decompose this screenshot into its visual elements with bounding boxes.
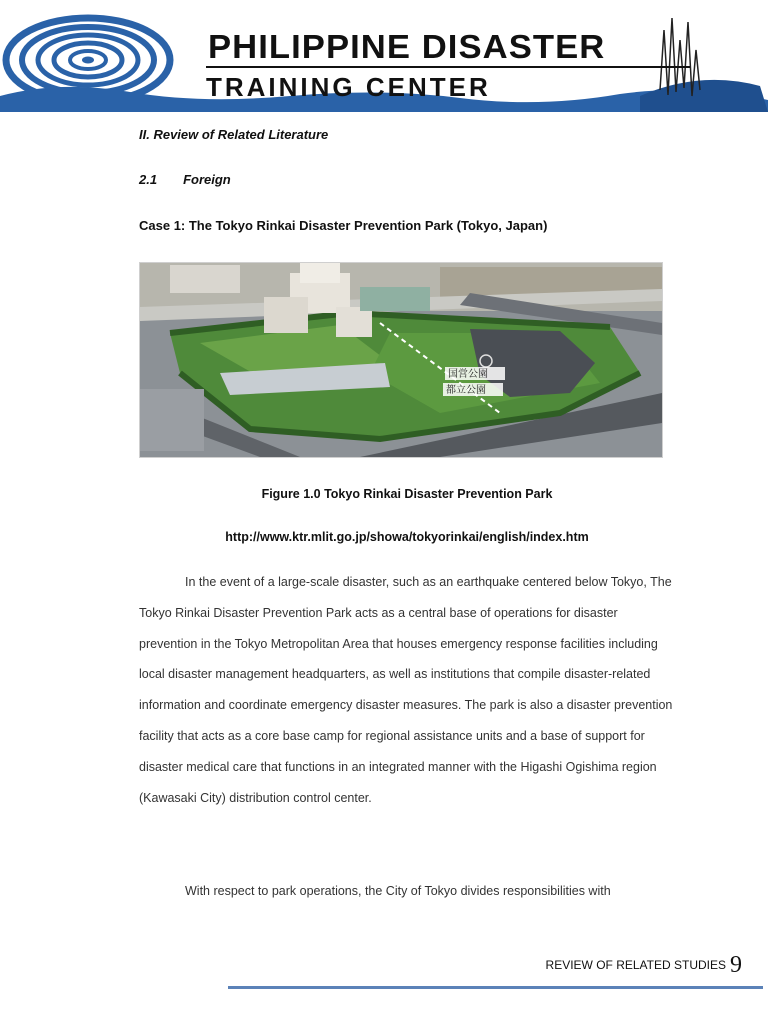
body-paragraph-2 <box>139 876 675 907</box>
banner-title-line2: TRAINING CENTER <box>206 72 491 102</box>
footer-label <box>546 952 742 979</box>
paragraph-2-text: With respect to park operations, the City of Tokyo divides responsibilities with <box>185 884 611 898</box>
banner-title-line1: PHILIPPINE DISASTER <box>208 28 606 65</box>
subsection-title: Foreign <box>183 172 231 187</box>
sign-national-park: 国営公園 <box>448 369 488 380</box>
header-banner <box>0 0 768 112</box>
figure-caption: Figure 1.0 Tokyo Rinkai Disaster Prevention Park <box>261 487 553 501</box>
subsection-heading <box>139 172 231 187</box>
page-number: 9 <box>730 952 742 978</box>
paragraph-1-text: In the event of a large-scale disaster, such as an earthquake centered below Tokyo, The Tokyo Rinkai Disaster Prevention Park acts as a central base of operations for disaster prevention in the Tokyo Metropolitan Area that houses emergency response facilities including local disaster management headquarters, as well as institutions that compile disaster-related information and coordinate emergency disaster measures. The park is also a disaster prevention facility that acts as a core base camp for regional assistance units and a base of support for disaster medical care that functions in an integrated manner with the Higashi Ogishima region (Kawasaki City) distribution control center. <box>139 575 673 805</box>
case-title: Case 1: The Tokyo Rinkai Disaster Prevention Park (Tokyo, Japan) <box>139 218 548 233</box>
figure-source-url: http://www.ktr.mlit.go.jp/showa/tokyorinkai/english/index.htm <box>225 530 589 544</box>
footer-rule <box>228 986 763 989</box>
body-paragraph-1 <box>139 567 675 813</box>
park-aerial-photo <box>139 262 663 458</box>
aerial-illustration <box>140 263 662 457</box>
footer-section-name: REVIEW OF RELATED STUDIES <box>545 958 726 972</box>
section-title: II. Review of Related Literature <box>139 127 329 142</box>
subsection-number: 2.1 <box>139 172 158 187</box>
sign-metropolitan-park: 都立公園 <box>446 385 486 396</box>
